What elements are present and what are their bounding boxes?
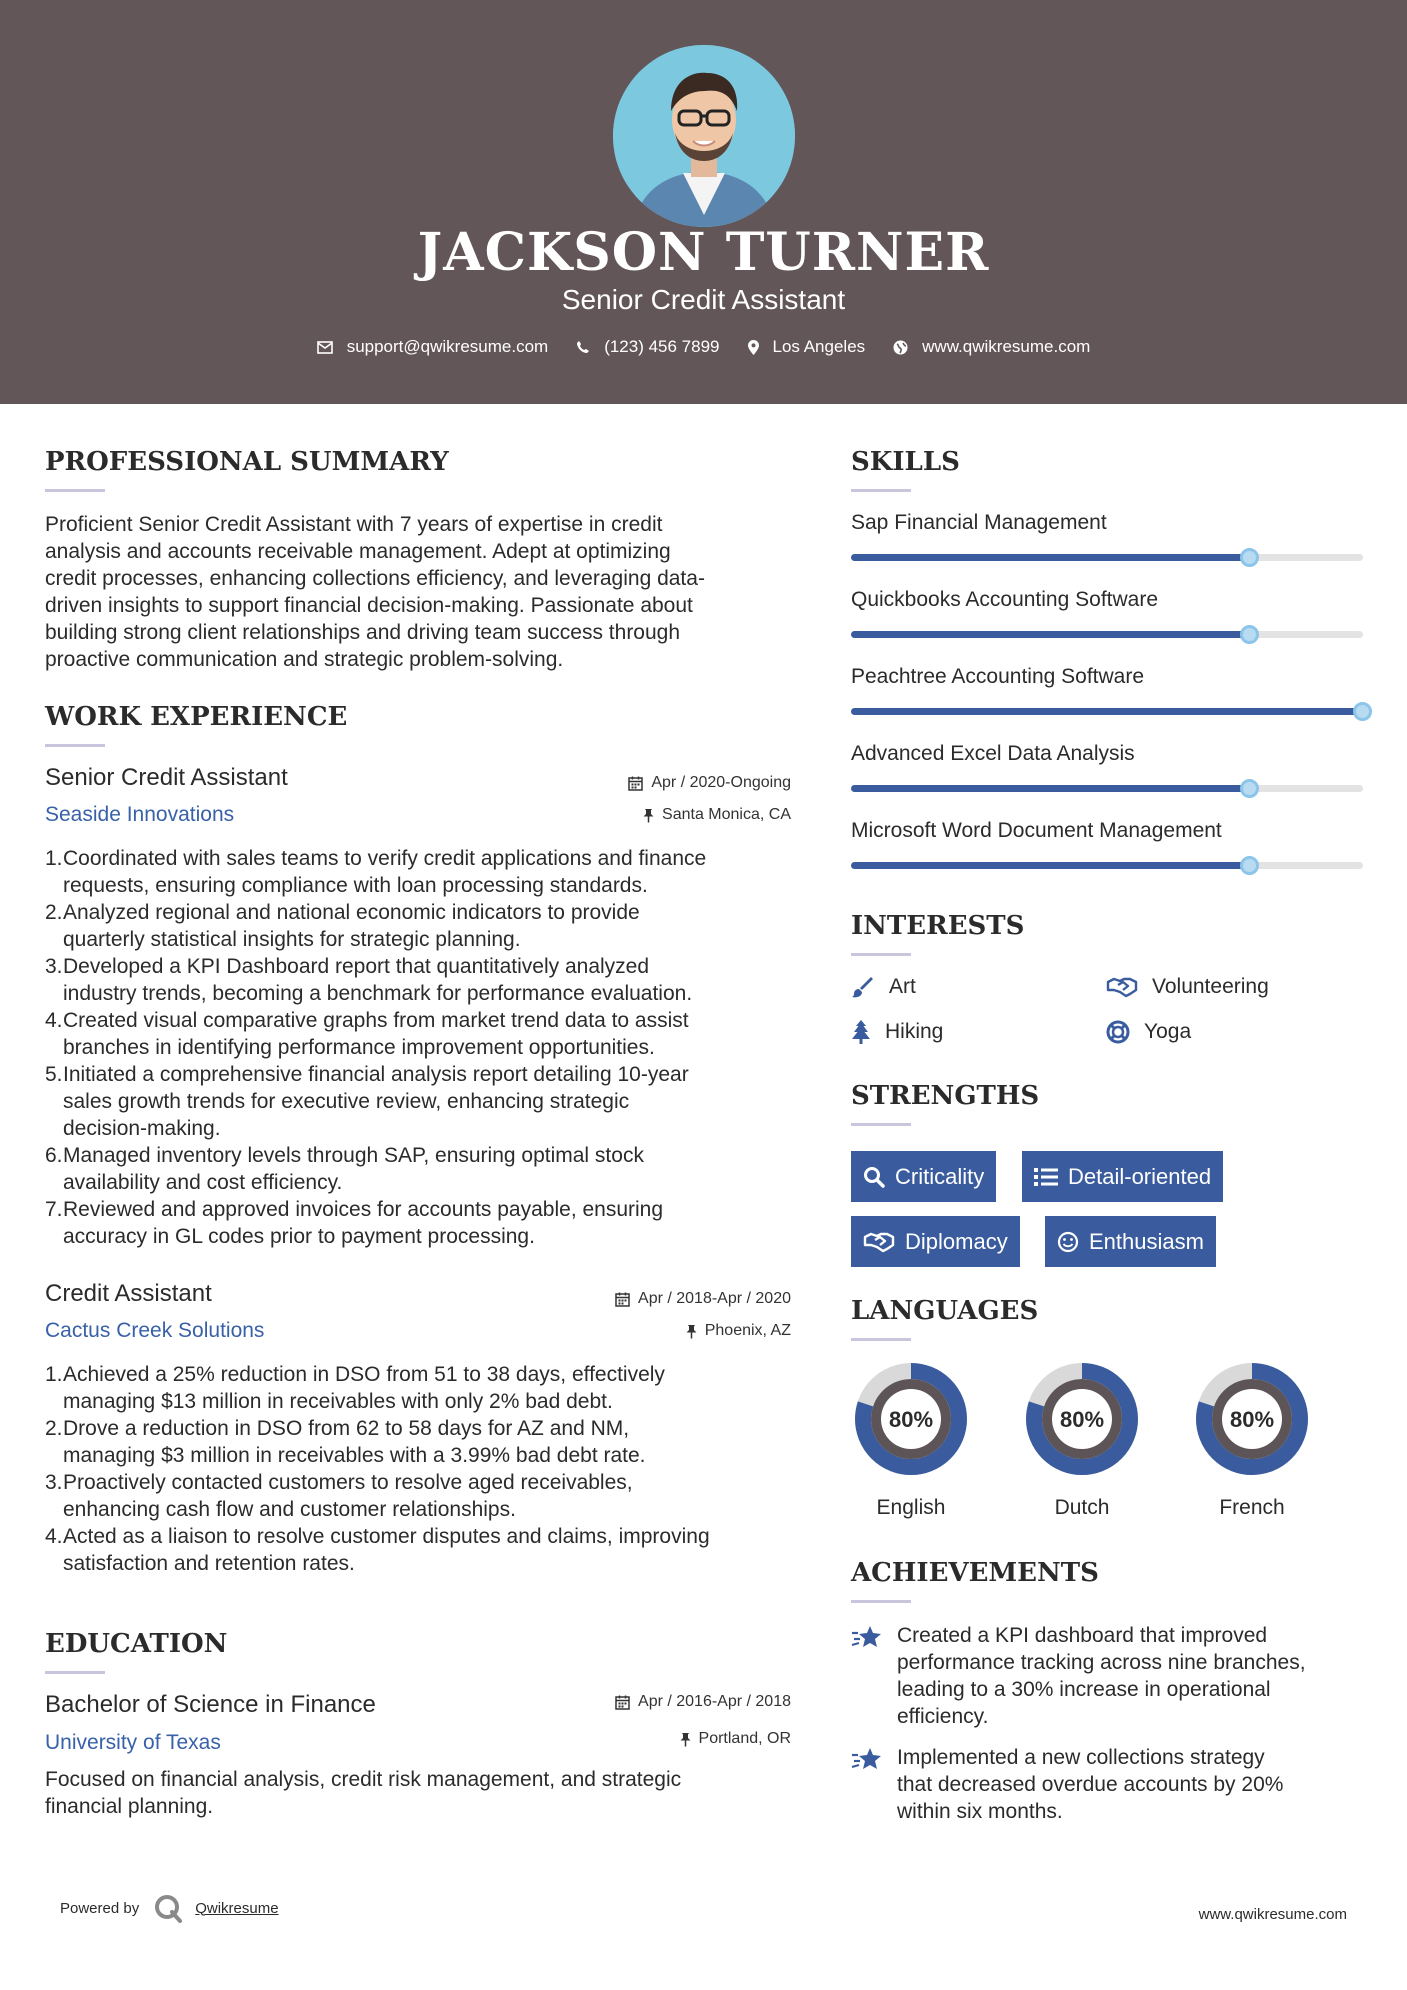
summary-line: proactive communication and strategic problem-solving.: [45, 648, 564, 671]
duty-line: Initiated a comprehensive financial analysis report detailing 10-year: [63, 1063, 689, 1086]
list-item: 4. Created visual comparative graphs from market trend data to assist branches in identifying performance improvement opportunities.: [45, 1007, 815, 1061]
education-location-text: Portland, OR: [698, 1730, 791, 1747]
envelope-icon: [317, 341, 333, 354]
strength-label: Enthusiasm: [1089, 1228, 1204, 1254]
achievement-line: that decreased overdue accounts by 20%: [897, 1773, 1284, 1796]
powered-by-text: Powered by: [60, 1899, 140, 1917]
skill-bar-handle: [1353, 702, 1372, 721]
strength-criticality: [851, 1151, 996, 1202]
languages-rule: [851, 1338, 911, 1341]
interest-volunteering: [1106, 975, 1269, 999]
list-icon: [1034, 1167, 1058, 1187]
interests-rule: [851, 953, 911, 956]
skill-bar-fill: [851, 631, 1250, 638]
phone-text: (123) 456 7899: [604, 337, 720, 356]
strength-enthusiasm: [1045, 1216, 1216, 1267]
skill-bar-handle: [1240, 856, 1259, 875]
summary-line: building strong client relationships and driving team success through: [45, 621, 681, 644]
calendar-icon: [615, 1695, 630, 1710]
job-date-text: Apr / 2020-Ongoing: [651, 774, 791, 791]
interest-label: Hiking: [885, 1020, 944, 1043]
contact-email[interactable]: [317, 337, 549, 357]
list-item: 6. Managed inventory levels through SAP, ensuring optimal stock availability and cost efficiency.: [45, 1142, 815, 1196]
degree-title: Bachelor of Science in Finance: [45, 1691, 376, 1718]
school-name: University of Texas: [45, 1731, 221, 1754]
skills-title: SKILLS: [851, 447, 960, 477]
language-name: Dutch: [1054, 1496, 1110, 1519]
profile-photo: [613, 45, 795, 227]
job-location: [643, 806, 791, 824]
skill-name: Quickbooks Accounting Software: [851, 588, 1159, 611]
experience-title: WORK EXPERIENCE: [45, 702, 348, 732]
achievement-line: performance tracking across nine branches,: [897, 1651, 1306, 1674]
experience-rule: [45, 744, 105, 747]
duty-line: managing $3 million in receivables with a 3.99% bad debt rate.: [63, 1444, 646, 1467]
email-text: support@qwikresume.com: [346, 337, 549, 356]
education-line: Focused on financial analysis, credit risk management, and strategic: [45, 1768, 682, 1791]
strength-label: Detail-oriented: [1068, 1163, 1212, 1189]
list-item: 1. Achieved a 25% reduction in DSO from 51 to 38 days, effectively managing $13 million in receivables with only 2% bad debt.: [45, 1361, 815, 1415]
duty-line: accuracy in GL codes prior to payment processing.: [63, 1225, 535, 1248]
calendar-icon: [628, 776, 643, 791]
duty-line: Acted as a liaison to resolve customer disputes and claims, improving: [63, 1525, 710, 1548]
job-duties-list: [45, 1361, 815, 1577]
list-item: 2. Analyzed regional and national economic indicators to provide quarterly statistical insights for strategic planning.: [45, 899, 815, 953]
list-item: 2. Drove a reduction in DSO from 62 to 58 days for AZ and NM, managing $3 million in receivables with a 3.99% bad debt rate.: [45, 1415, 815, 1469]
company-name: Cactus Creek Solutions: [45, 1319, 265, 1342]
skill-bar-track: [851, 631, 1363, 638]
smile-icon: [1057, 1231, 1079, 1253]
pushpin-icon: [643, 808, 654, 823]
skill-bar-fill: [851, 862, 1250, 869]
language-name: English: [876, 1496, 946, 1519]
contact-website[interactable]: [893, 337, 1090, 357]
contact-bar: [0, 337, 1407, 357]
interest-yoga: [1106, 1020, 1191, 1044]
duty-line: quarterly statistical insights for strategic planning.: [63, 928, 521, 951]
job-location-text: Phoenix, AZ: [704, 1322, 791, 1339]
job-title: Credit Assistant: [45, 1280, 212, 1307]
achievement-text: [897, 1744, 1283, 1825]
duty-line: Managed inventory levels through SAP, ensuring optimal stock: [63, 1144, 644, 1167]
globe-icon: [893, 340, 908, 355]
achievement-line: Created a KPI dashboard that improved: [897, 1624, 1268, 1647]
duty-line: managing $13 million in receivables with only 2% bad debt.: [63, 1390, 613, 1413]
interests-title: INTERESTS: [851, 911, 1025, 941]
languages-title: LANGUAGES: [851, 1296, 1039, 1326]
candidate-role: Senior Credit Assistant: [561, 284, 846, 315]
shooting-star-icon: [851, 1624, 883, 1650]
interest-label: Volunteering: [1152, 975, 1269, 998]
duty-line: Created visual comparative graphs from market trend data to assist: [63, 1009, 689, 1032]
qwikresume-logo-icon: [153, 1893, 183, 1923]
duty-line: Analyzed regional and national economic indicators to provide: [63, 901, 640, 924]
duty-line: Reviewed and approved invoices for accounts payable, ensuring: [63, 1198, 664, 1221]
achievement-line: within six months.: [897, 1800, 1063, 1823]
achievement-line: leading to a 30% increase in operational: [897, 1678, 1271, 1701]
website-text[interactable]: www.qwikresume.com: [922, 337, 1091, 356]
education-location: [680, 1730, 791, 1748]
portrait-illustration: [613, 45, 795, 227]
brand-link[interactable]: Qwikresume: [195, 1899, 279, 1917]
strengths-rule: [851, 1123, 911, 1126]
education-date-text: Apr / 2016-Apr / 2018: [638, 1693, 791, 1710]
strengths-title: STRENGTHS: [851, 1081, 1040, 1111]
duty-line: availability and cost efficiency.: [63, 1171, 343, 1194]
education-description: [45, 1766, 815, 1820]
job-title: Senior Credit Assistant: [45, 764, 288, 791]
calendar-icon: [615, 1292, 630, 1307]
duty-line: satisfaction and retention rates.: [63, 1552, 355, 1575]
interest-label: Yoga: [1144, 1020, 1192, 1043]
duty-line: Coordinated with sales teams to verify credit applications and finance: [63, 847, 707, 870]
resume-header: [0, 0, 1407, 404]
language-donut: [1190, 1357, 1314, 1481]
footer-website[interactable]: www.qwikresume.com: [1198, 1906, 1347, 1923]
pushpin-icon: [680, 1732, 691, 1747]
list-item: 5. Initiated a comprehensive financial analysis report detailing 10-year sales growth trends for executive review, enhancing strategic decision-making.: [45, 1061, 815, 1142]
search-icon: [863, 1166, 885, 1188]
list-item: 3. Proactively contacted customers to resolve aged receivables, enhancing cash flow and customer relationships.: [45, 1469, 815, 1523]
achievement-item: [851, 1622, 1371, 1730]
strength-diplomacy: [851, 1216, 1020, 1267]
interest-label: Art: [889, 975, 916, 998]
handshake-icon: [863, 1231, 895, 1253]
duty-line: branches in identifying performance improvement opportunities.: [63, 1036, 655, 1059]
skill-bar-fill: [851, 708, 1363, 715]
footer-powered-by: [60, 1893, 279, 1923]
skill-bar-track: [851, 554, 1363, 561]
achievement-line: Implemented a new collections strategy: [897, 1746, 1265, 1769]
summary-rule: [45, 489, 105, 492]
strength-detail-oriented: [1022, 1151, 1223, 1202]
shooting-star-icon: [851, 1746, 883, 1772]
handshake-icon: [1106, 976, 1138, 998]
skill-bar-fill: [851, 554, 1250, 561]
skill-bar-track: [851, 785, 1363, 792]
job-location-text: Santa Monica, CA: [662, 806, 791, 823]
skill-bar-handle: [1240, 625, 1259, 644]
language-percent: 80%: [1229, 1407, 1275, 1432]
education-title: EDUCATION: [45, 1629, 228, 1659]
duty-line: Achieved a 25% reduction in DSO from 51 to 38 days, effectively: [63, 1363, 665, 1386]
list-item: 1. Coordinated with sales teams to verify credit applications and finance requests, ensuring compliance with loan processing standards.: [45, 845, 815, 899]
education-date: [615, 1693, 791, 1711]
skill-name: Advanced Excel Data Analysis: [851, 742, 1135, 765]
achievements-title: ACHIEVEMENTS: [851, 1558, 1099, 1588]
language-percent: 80%: [888, 1407, 934, 1432]
list-item: 7. Reviewed and approved invoices for accounts payable, ensuring accuracy in GL codes prior to payment processing.: [45, 1196, 815, 1250]
duty-line: Developed a KPI Dashboard report that quantitatively analyzed: [63, 955, 650, 978]
skill-bar-handle: [1240, 779, 1259, 798]
language-donut: [849, 1357, 973, 1481]
achievement-line: efficiency.: [897, 1705, 989, 1728]
summary-line: driven insights to support financial decision-making. Passionate about: [45, 594, 693, 617]
strength-label: Diplomacy: [905, 1228, 1008, 1254]
language-donut: [1020, 1357, 1144, 1481]
duty-line: decision-making.: [63, 1117, 221, 1140]
list-item: 4. Acted as a liaison to resolve customer disputes and claims, improving satisfaction and retention rates.: [45, 1523, 815, 1577]
education-rule: [45, 1671, 105, 1674]
summary-line: analysis and accounts receivable management. Adept at optimizing: [45, 540, 671, 563]
duty-line: enhancing cash flow and customer relationships.: [63, 1498, 516, 1521]
job-date: [615, 1290, 791, 1308]
duty-line: sales growth trends for executive review, enhancing strategic: [63, 1090, 630, 1113]
job-date-text: Apr / 2018-Apr / 2020: [638, 1290, 791, 1307]
interest-art: [851, 975, 916, 999]
language-name: French: [1219, 1496, 1285, 1519]
job-date: [628, 774, 791, 792]
summary-text: [45, 511, 805, 673]
summary-line: Proficient Senior Credit Assistant with 7 years of expertise in credit: [45, 513, 663, 536]
job-duties-list: [45, 845, 815, 1250]
lifering-icon: [1106, 1020, 1130, 1044]
summary-line: credit processes, enhancing collections efficiency, and leveraging data-: [45, 567, 705, 590]
list-item: 3. Developed a KPI Dashboard report that quantitatively analyzed industry trends, becoming a benchmark for performance evaluation.: [45, 953, 815, 1007]
skill-name: Microsoft Word Document Management: [851, 819, 1222, 842]
skill-bar-fill: [851, 785, 1250, 792]
tree-icon: [851, 1020, 871, 1044]
map-pin-icon: [748, 340, 759, 355]
duty-line: Proactively contacted customers to resolve aged receivables,: [63, 1471, 633, 1494]
language-percent: 80%: [1059, 1407, 1105, 1432]
achievement-item: [851, 1744, 1371, 1825]
paintbrush-icon: [851, 975, 875, 999]
skill-bar-track: [851, 708, 1363, 715]
summary-title: PROFESSIONAL SUMMARY: [45, 447, 449, 477]
pushpin-icon: [686, 1324, 697, 1339]
skill-bar-handle: [1240, 548, 1259, 567]
skills-rule: [851, 489, 911, 492]
duty-line: industry trends, becoming a benchmark for performance evaluation.: [63, 982, 693, 1005]
skill-name: Peachtree Accounting Software: [851, 665, 1145, 688]
phone-icon: [576, 340, 590, 354]
contact-phone[interactable]: [576, 337, 719, 357]
job-location: [686, 1322, 791, 1340]
company-name: Seaside Innovations: [45, 803, 235, 826]
duty-line: Drove a reduction in DSO from 62 to 58 days for AZ and NM,: [63, 1417, 630, 1440]
skill-name: Sap Financial Management: [851, 511, 1107, 534]
duty-line: requests, ensuring compliance with loan processing standards.: [63, 874, 648, 897]
education-line: financial planning.: [45, 1795, 214, 1818]
candidate-name: JACKSON TURNER: [417, 222, 990, 283]
skill-bar-track: [851, 862, 1363, 869]
contact-location: [748, 337, 866, 357]
strength-label: Criticality: [895, 1163, 985, 1189]
achievement-text: [897, 1622, 1306, 1730]
interest-hiking: [851, 1020, 943, 1044]
achievements-rule: [851, 1600, 911, 1603]
location-text: Los Angeles: [772, 337, 866, 356]
